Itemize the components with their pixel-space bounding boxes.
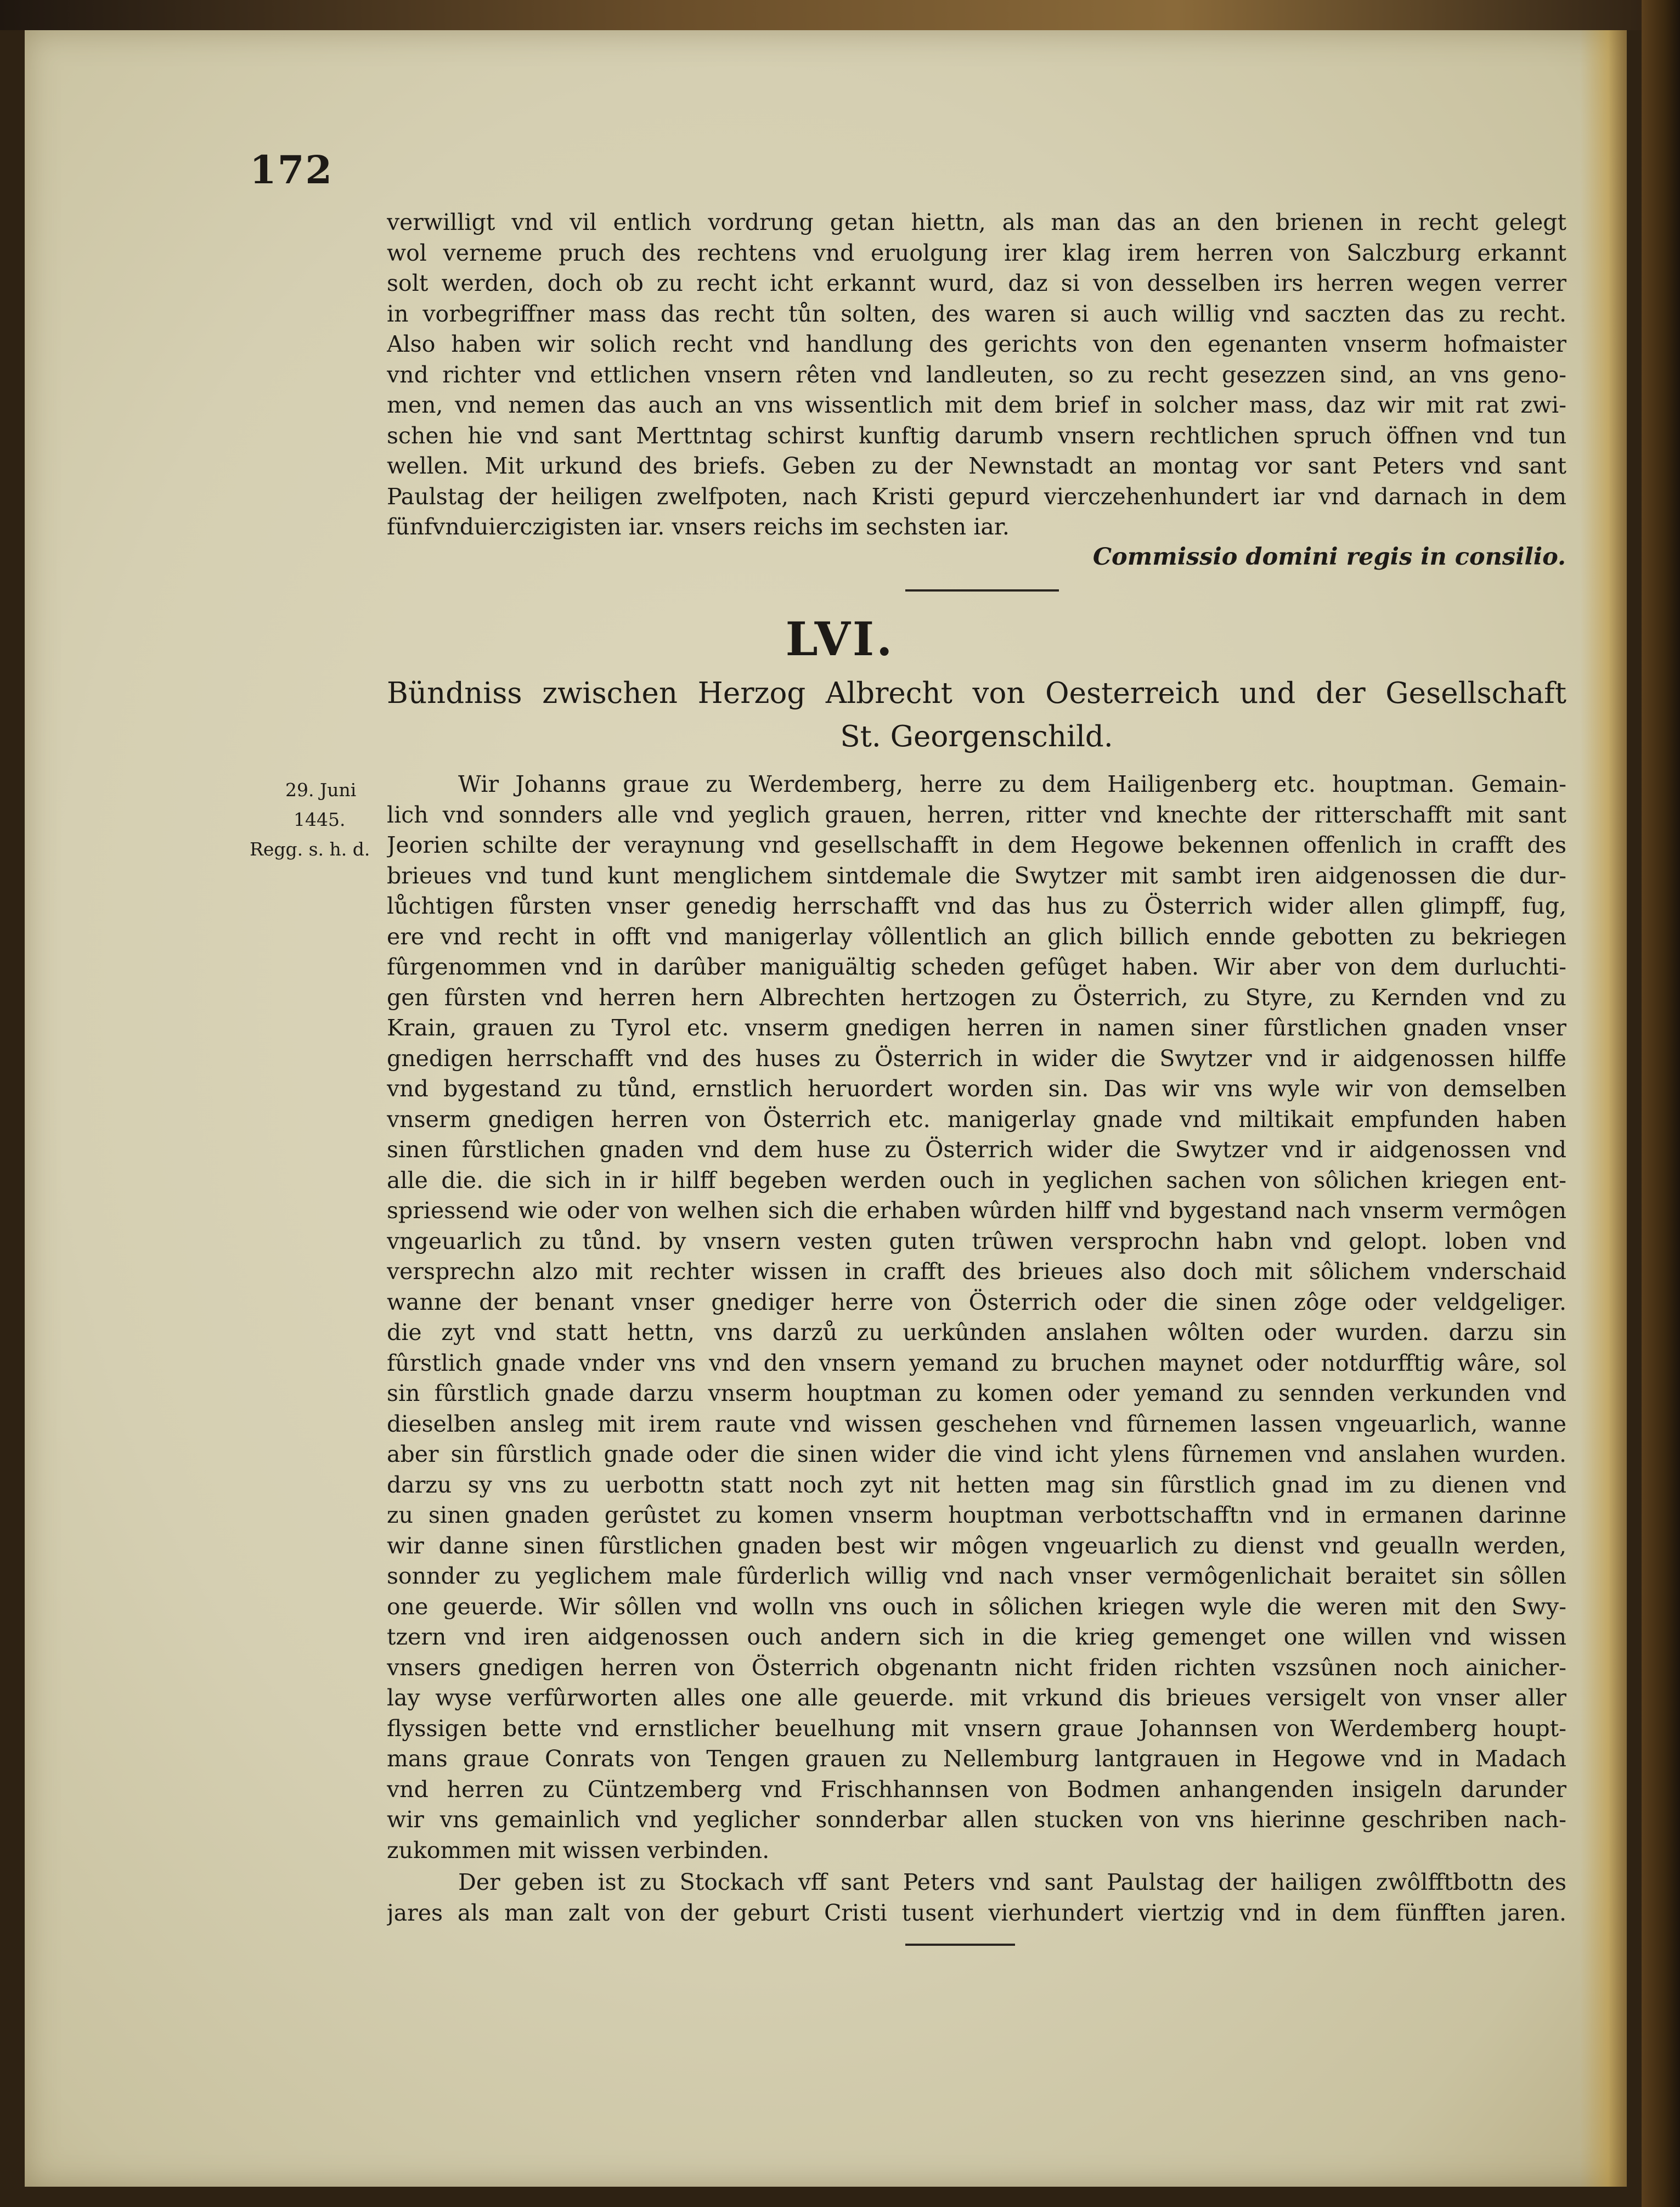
text-line: die zyt vnd statt hettn, vns darzů zu uerkûnden anslahen wôlten oder wurden. darzu sin <box>387 1319 1566 1345</box>
text-line: jares als man zalt von der geburt Cristi tusent vierhundert viertzig vnd in dem fünfften jaren. <box>387 1899 1566 1926</box>
text-line: dieselben ansleg mit irem raute vnd wissen geschehen vnd fûrnemen lassen vngeuarlich, wanne <box>387 1410 1566 1437</box>
gutter-shadow <box>1580 30 1627 2187</box>
text-line: alle die. die sich in ir hilff begeben werden ouch in yeglichen sachen von sôlichen kriegen ent- <box>387 1167 1566 1193</box>
text-line: vnserm gnedigen herren von Österrich etc. manigerlay gnade vnd miltikait empfunden haben <box>387 1106 1566 1133</box>
text-line: wol verneme pruch des rechtens vnd eruolgung irer klag irem herren von Salczburg erkannt <box>387 239 1566 266</box>
text-line: Jeorien schilte der veraynung vnd gesellschafft in dem Hegowe bekennen offenlich in crafft des <box>387 832 1566 858</box>
text-line: gen fûrsten vnd herren hern Albrechten hertzogen zu Österrich, zu Styre, zu Kernden vnd zu <box>387 984 1566 1011</box>
text-line: versprechn alzo mit rechter wissen in crafft des brieues also doch mit sôlichem vnderschaid <box>387 1258 1566 1285</box>
text-line: brieues vnd tund kunt menglichem sintdemale die Swytzer mit sambt iren aidgenossen die dur- <box>387 862 1566 889</box>
text-line: gnedigen herrschafft vnd des huses zu Österrich in wider die Swytzer vnd ir aidgenossen hilffe <box>387 1045 1566 1072</box>
text-line: men, vnd nemen das auch an vns wissentlich mit dem brief in solcher mass, daz wir mit rat zwi- <box>387 392 1566 418</box>
binding-strip <box>0 0 1680 30</box>
document-number: LVI. <box>785 612 895 666</box>
end-divider <box>905 1944 1015 1946</box>
text-line: Krain, grauen zu Tyrol etc. vnserm gnedigen herren in namen siner fûrstlichen gnaden vnser <box>387 1015 1566 1041</box>
text-line: schen hie vnd sant Merttntag schirst kunftig darumb vnsern rechtlichen spruch öffnen vnd tun <box>387 422 1566 449</box>
text-line: wir danne sinen fûrstlichen gnaden best wir môgen vngeuarlich zu dienst vnd geualln werden, <box>387 1532 1566 1559</box>
text-line: ere vnd recht in offt vnd manigerlay vôllentlich an glich billich ennde gebotten zu bekriegen <box>387 923 1566 950</box>
text-line: vnd richter vnd ettlichen vnsern rêten vnd landleuten, so zu recht gesezzen sind, an vns geno- <box>387 361 1566 388</box>
text-line: one geuerde. Wir sôllen vnd wolln vns ouch in sôlichen kriegen wyle die weren mit den Swy- <box>387 1593 1566 1620</box>
text-line: Der geben ist zu Stockach vff sant Peters vnd sant Paulstag der hailigen zwôlfftbottn des <box>458 1869 1566 1895</box>
document-number-row <box>0 612 1680 666</box>
text-line: lay wyse verfûrworten alles one alle geuerde. mit vrkund dis brieues versigelt von vnser aller <box>387 1685 1566 1711</box>
text-line: fûrstlich gnade vnder vns vnd den vnsern yemand zu bruchen maynet oder notdurfftig wâre, sol <box>387 1349 1566 1376</box>
text-line: flyssigen bette vnd ernstlicher beuelhung mit vnsern graue Johannsen von Werdemberg houpt- <box>387 1715 1566 1742</box>
text-line: darzu sy vns zu uerbottn statt noch zyt nit hetten mag sin fûrstlich gnad im zu dienen vnd <box>387 1471 1566 1498</box>
document-title-line-1: Bündniss zwischen Herzog Albrecht von Oesterreich und der Gesellschaft <box>387 677 1566 710</box>
text-line: zukommen mit wissen verbinden. <box>387 1837 770 1863</box>
margin-year: 1445. <box>294 809 346 830</box>
text-line: solt werden, doch ob zu recht icht erkannt wurd, daz si von desselben irs herren wegen verrer <box>387 270 1566 296</box>
document-title-line-2: St. Georgenschild. <box>840 720 1113 753</box>
document-closing-text <box>387 1867 1566 1928</box>
text-line: vnd herren zu Cüntzemberg vnd Frischhannsen von Bodmen anhangenden insigeln darunder <box>387 1776 1566 1803</box>
document-body-text <box>387 769 1566 1866</box>
text-line: lůchtigen fůrsten vnser genedig herrschafft vnd das hus zu Österrich wider allen glimpff, fug, <box>387 893 1566 919</box>
text-line: Also haben wir solich recht vnd handlung des gerichts von den egenanten vnserm hofmaister <box>387 331 1566 357</box>
text-line: aber sin fûrstlich gnade oder die sinen wider die vind icht ylens fûrnemen vnd anslahen wurden. <box>387 1441 1566 1467</box>
margin-date: 29. Juni <box>285 779 357 801</box>
text-line: Wir Johanns graue zu Werdemberg, herre zu dem Hailigenberg etc. houptman. Gemain- <box>458 771 1566 797</box>
text-line: fûrgenommen vnd in darûber maniguältig scheden gefûget haben. Wir aber von dem durluchti- <box>387 954 1566 980</box>
text-line: wanne der benant vnser gnediger herre von Österrich oder die sinen zôge oder veldgeliger. <box>387 1288 1566 1315</box>
text-line: zu sinen gnaden gerûstet zu komen vnserm houptman verbottschafftn vnd in ermanen darinne <box>387 1502 1566 1528</box>
text-line: wellen. Mit urkund des briefs. Geben zu der Newnstadt an montag vor sant Peters vnd sant <box>387 453 1566 479</box>
text-line: spriessend wie oder von welhen sich die erhaben wûrden hilff vnd bygestand nach vnserm vermôgen <box>387 1197 1566 1224</box>
text-line: vnsers gnedigen herren von Österrich obgenantn nicht friden richten vszsûnen noch ainicher- <box>387 1654 1566 1681</box>
text-line: Paulstag der heiligen zwelfpoten, nach Kristi gepurd vierczehenhundert iar vnd darnach in dem <box>387 483 1566 510</box>
text-line: sin fûrstlich gnade darzu vnserm houptman zu komen oder yemand zu sennden verkunden vnd <box>387 1380 1566 1406</box>
text-line: in vorbegriffner mass das recht tůn solten, des waren si auch willig vnd saczten das zu recht. <box>387 300 1566 327</box>
text-line: fünfvnduierczigisten iar. vnsers reichs im sechsten iar. <box>387 514 1010 540</box>
text-line: lich vnd sonnders alle vnd yeglich grauen, herren, ritter vnd knechte der ritterschafft mit sant <box>387 801 1566 828</box>
text-line: sinen fûrstlichen gnaden vnd dem huse zu Österrich wider die Swytzer vnd ir aidgenossen vnd <box>387 1136 1566 1163</box>
text-line: tzern vnd iren aidgenossen ouch andern sich in die krieg gemenget one willen vnd wissen <box>387 1624 1566 1650</box>
text-line: mans graue Conrats von Tengen grauen zu Nellemburg lantgrauen in Hegowe vnd in Madach <box>387 1746 1566 1772</box>
text-line: sonnder zu yeglichem male fûrderlich willig vnd nach vnser vermôgenlichait beraitet sin sôllen <box>387 1563 1566 1589</box>
section-divider <box>905 589 1059 592</box>
page-number: 172 <box>250 147 334 193</box>
right-page-edge <box>1642 0 1680 2207</box>
text-line: wir vns gemainlich vnd yeglicher sonnderbar allen stucken von vns hierinne geschriben nach- <box>387 1806 1566 1833</box>
preceding-document-text <box>387 207 1566 543</box>
signature-line: Commissio domini regis in consilio. <box>1092 543 1566 571</box>
text-line: verwilligt vnd vil entlich vordrung getan hiettn, als man das an den brienen in recht gelegt <box>387 209 1566 235</box>
text-line: vngeuarlich zu tůnd. by vnsern vesten guten trûwen versprochn habn vnd gelopt. loben vnd <box>387 1228 1566 1254</box>
margin-source: Regg. s. h. d. <box>250 838 370 860</box>
text-line: vnd bygestand zu tůnd, ernstlich heruordert worden sin. Das wir vns wyle wir von demselben <box>387 1076 1566 1102</box>
